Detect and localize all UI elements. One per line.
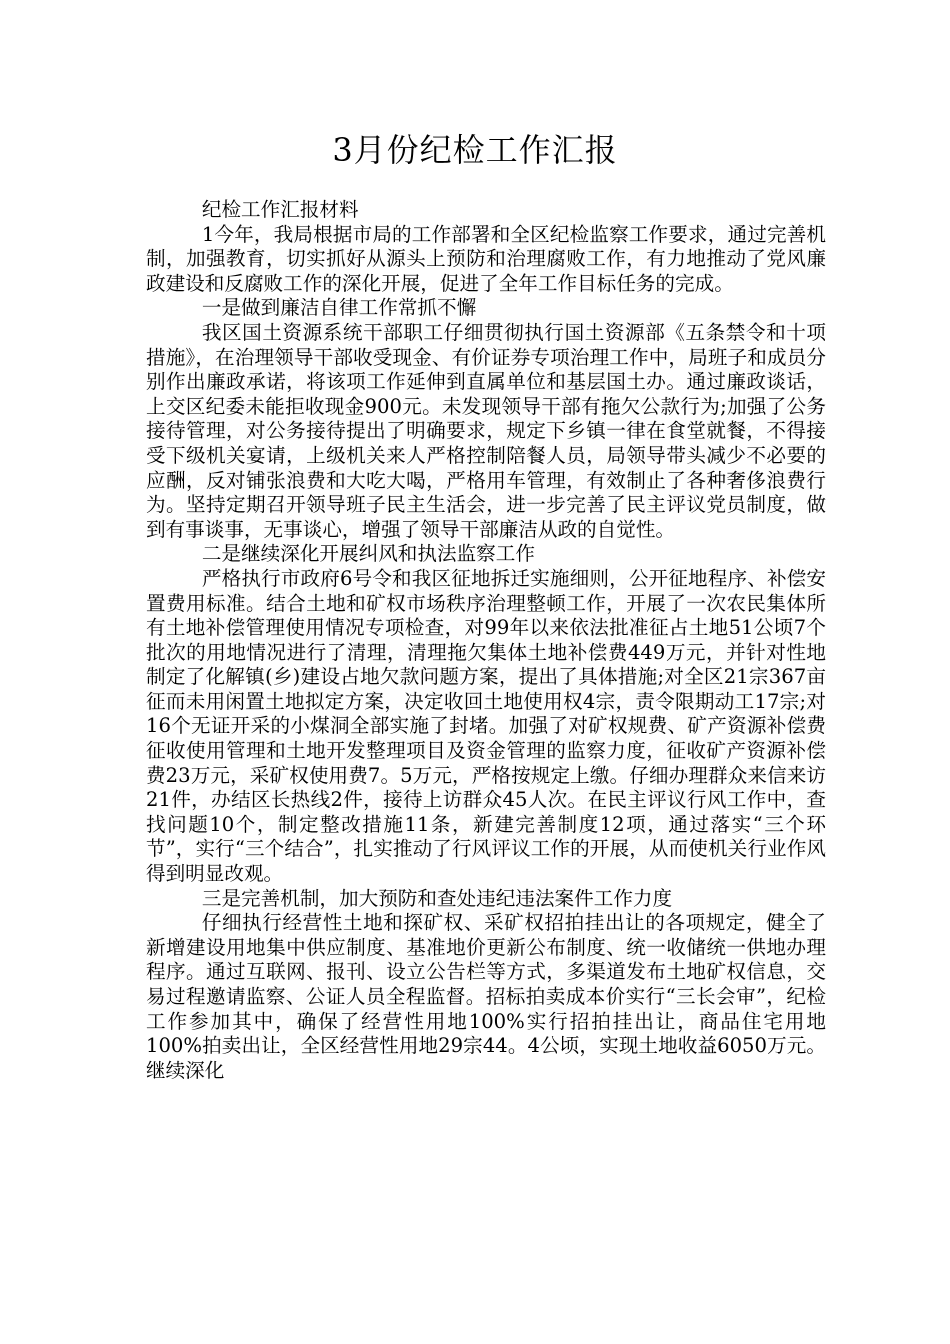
paragraph-subtitle: 纪检工作汇报材料 — [201, 198, 359, 221]
section-heading-1: 一是做到廉洁自律工作常抓不懈 — [201, 296, 477, 320]
section-heading-2: 二是继续深化开展纠风和执法监察工作 — [201, 542, 535, 566]
document-body — [146, 198, 826, 1083]
paragraph-section-2: 严格执行市政府6号令和我区征地拆迁实施细则，公开征地程序、补偿安置费用标准。结合土地和矿权市场秩序治理整顿工作，开展了一次农民集体所有土地补偿管理使用情况专项检查，对99年以来依法批准征占土地51公顷7个批次的用地情况进行了清理，清理拖欠集体土地补偿费449万元，并针对性地制定了化解镇(乡)建设占地欠款问题方案，提出了具体措施;对全区21宗367亩征而未用闲置土地拟定方案，决定收回土地使用权4宗，责令限期动工17宗;对16个无证开采的小煤洞全部实施了封堵。加强了对矿权规费、矿产资源补偿费征收使用管理和土地开发整理项目及资金管理的监察力度，征收矿产资源补偿费23万元，采矿权使用费7。5万元，严格按规定上缴。仔细办理群众来信来访21件，办结区长热线2件，接待上访群众45人次。在民主评议行风工作中，查找问题10个，制定整改措施11条，新建完善制度12项，通过落实“三个环节”，实行“三个结合”，扎实推动了行风评议工作的开展，从而使机关行业作风得到明显改观。 — [146, 566, 826, 886]
paragraph-intro: 1今年，我局根据市局的工作部署和全区纪检监察工作要求，通过完善机制，加强教育，切实抓好从源头上预防和治理腐败工作，有力地推动了党风廉政建设和反腐败工作的深化开展，促进了全年工作目标任务的完成。 — [146, 222, 826, 295]
section-heading-3: 三是完善机制，加大预防和查处违纪违法案件工作力度 — [201, 886, 673, 910]
document-title: 3月份纪检工作汇报 — [332, 131, 618, 169]
paragraph-section-3: 仔细执行经营性土地和探矿权、采矿权招拍挂出让的各项规定，健全了新增建设用地集中供应制度、基准地价更新公布制度、统一收储统一供地办理程序。通过互联网、报刊、设立公告栏等方式，多渠道发布土地矿权信息，交易过程邀请监察、公证人员全程监督。招标拍卖成本价实行“三长会审”，纪检工作参加其中，确保了经营性用地100%实行招拍挂出让，商品住宅用地100%拍卖出让，全区经营性用地29宗44。4公顷，实现土地收益6050万元。继续深化 — [146, 911, 826, 1082]
paragraph-section-1: 我区国土资源系统干部职工仔细贯彻执行国土资源部《五条禁令和十项措施》，在治理领导干部收受现金、有价证券专项治理工作中，局班子和成员分别作出廉政承诺，将该项工作延伸到直属单位和基层国土办。通过廉政谈话，上交区纪委未能拒收现金900元。未发现领导干部有拖欠公款行为;加强了公务接待管理，对公务接待提出了明确要求，规定下乡镇一律在食堂就餐，不得接受下级机关宴请，上级机关来人严格控制陪餐人员，局领导带头减少不必要的应酬，反对铺张浪费和大吃大喝，严格用车管理，有效制止了各种奢侈浪费行为。坚持定期召开领导班子民主生活会，进一步完善了民主评议党员制度，做到有事谈事，无事谈心，增强了领导干部廉洁从政的自觉性。 — [146, 320, 826, 541]
